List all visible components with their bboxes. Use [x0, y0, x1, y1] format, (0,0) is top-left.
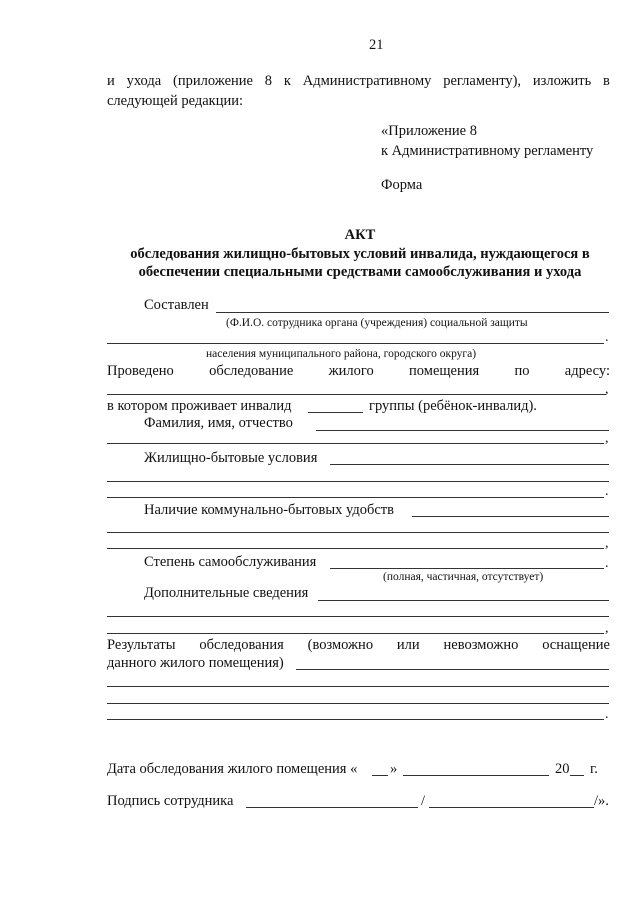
date-year-field[interactable] — [570, 775, 584, 776]
fio-comma: , — [605, 431, 609, 446]
fio-field-2[interactable] — [107, 443, 604, 444]
invalid-prefix: в котором проживает инвалид — [107, 398, 292, 414]
additional-field-2[interactable] — [107, 616, 609, 617]
document-title: АКТ — [344, 227, 376, 243]
results-word: обследования — [199, 637, 284, 653]
invalid-group-field[interactable] — [308, 412, 363, 413]
intro-word: ухода — [126, 73, 162, 89]
results-field[interactable] — [296, 669, 609, 670]
document-subtitle-1: обследования жилищно-бытовых условий инвалида, нуждающегося в — [130, 246, 590, 262]
date-day-field[interactable] — [372, 775, 388, 776]
results-period: . — [605, 707, 609, 722]
results-line-2: данного жилого помещения) — [107, 655, 284, 671]
composed-field[interactable] — [216, 312, 609, 313]
date-year: 20 — [555, 761, 570, 777]
additional-field[interactable] — [318, 600, 609, 601]
intro-word: к — [283, 73, 291, 89]
intro-line-2: следующей редакции: — [107, 93, 244, 109]
composed-field-2[interactable] — [107, 343, 604, 344]
selfcare-period: . — [605, 556, 609, 571]
date-label: Дата обследования жилого помещения « — [107, 761, 358, 777]
results-field-2[interactable] — [107, 686, 609, 687]
page-number: 21 — [369, 37, 384, 53]
results-field-3[interactable] — [107, 703, 609, 704]
utilities-field-3[interactable] — [107, 548, 604, 549]
results-word: невозможно — [443, 637, 519, 653]
intro-word: изложить — [532, 73, 592, 89]
composed-label: Составлен — [144, 297, 209, 313]
intro-word: Административному — [302, 73, 432, 89]
appendix-regulation: к Административному регламенту — [381, 143, 594, 159]
utilities-field[interactable] — [412, 516, 609, 517]
fio-label: Фамилия, имя, отчество — [144, 415, 293, 431]
inspection-word: Проведено — [107, 363, 174, 379]
utilities-label: Наличие коммунально-бытовых удобств — [144, 502, 394, 518]
date-month-field[interactable] — [403, 775, 549, 776]
additional-field-3[interactable] — [107, 633, 604, 634]
form-label: Форма — [381, 177, 423, 193]
signature-end: /». — [594, 793, 609, 809]
inspection-line — [107, 364, 610, 379]
fio-field[interactable] — [316, 430, 609, 431]
address-field[interactable] — [107, 394, 606, 395]
document-subtitle-2: обеспечении специальными средствами самообслуживания и ухода — [138, 264, 582, 280]
intro-word: регламенту), — [443, 73, 522, 89]
address-comma: , — [605, 382, 609, 397]
living-label: Жилищно-бытовые условия — [144, 450, 318, 466]
signature-name-field[interactable] — [429, 807, 594, 808]
living-field[interactable] — [330, 464, 609, 465]
inspection-word: по — [514, 363, 530, 379]
intro-word: 8 — [264, 73, 273, 89]
living-period: . — [605, 484, 609, 499]
living-field-2[interactable] — [107, 481, 609, 482]
selfcare-field[interactable] — [330, 568, 604, 569]
living-field-3[interactable] — [107, 497, 604, 498]
inspection-word: жилого — [328, 363, 374, 379]
invalid-suffix: группы (ребёнок-инвалид). — [369, 398, 537, 414]
results-word: оснащение — [542, 637, 610, 653]
results-word: (возможно — [307, 637, 374, 653]
composed-period: . — [605, 330, 609, 345]
inspection-word: адресу: — [564, 363, 610, 379]
inspection-word: обследование — [209, 363, 294, 379]
utilities-comma: , — [605, 536, 609, 551]
results-word: Результаты — [107, 637, 176, 653]
appendix-label: «Приложение 8 — [381, 123, 477, 139]
date-year-suffix: г. — [590, 761, 598, 777]
additional-label: Дополнительные сведения — [144, 585, 309, 601]
results-line — [107, 638, 610, 653]
signature-label: Подпись сотрудника — [107, 793, 234, 809]
intro-line-1 — [107, 74, 610, 89]
selfcare-label: Степень самообслуживания — [144, 554, 317, 570]
signature-separator: / — [421, 793, 426, 809]
inspection-word: помещения — [409, 363, 480, 379]
selfcare-hint: (полная, частичная, отсутствует) — [383, 571, 544, 583]
composed-hint-2: населения муниципального района, городского округа) — [206, 348, 477, 360]
composed-hint: (Ф.И.О. сотрудника органа (учреждения) социальной защиты — [226, 317, 528, 329]
intro-word: (приложение — [173, 73, 253, 89]
date-close: » — [390, 761, 398, 777]
utilities-field-2[interactable] — [107, 532, 609, 533]
additional-comma: , — [605, 621, 609, 636]
results-field-4[interactable] — [107, 719, 604, 720]
results-word: или — [396, 637, 420, 653]
signature-field[interactable] — [246, 807, 418, 808]
intro-word: и — [107, 73, 115, 89]
intro-word: в — [603, 73, 610, 89]
